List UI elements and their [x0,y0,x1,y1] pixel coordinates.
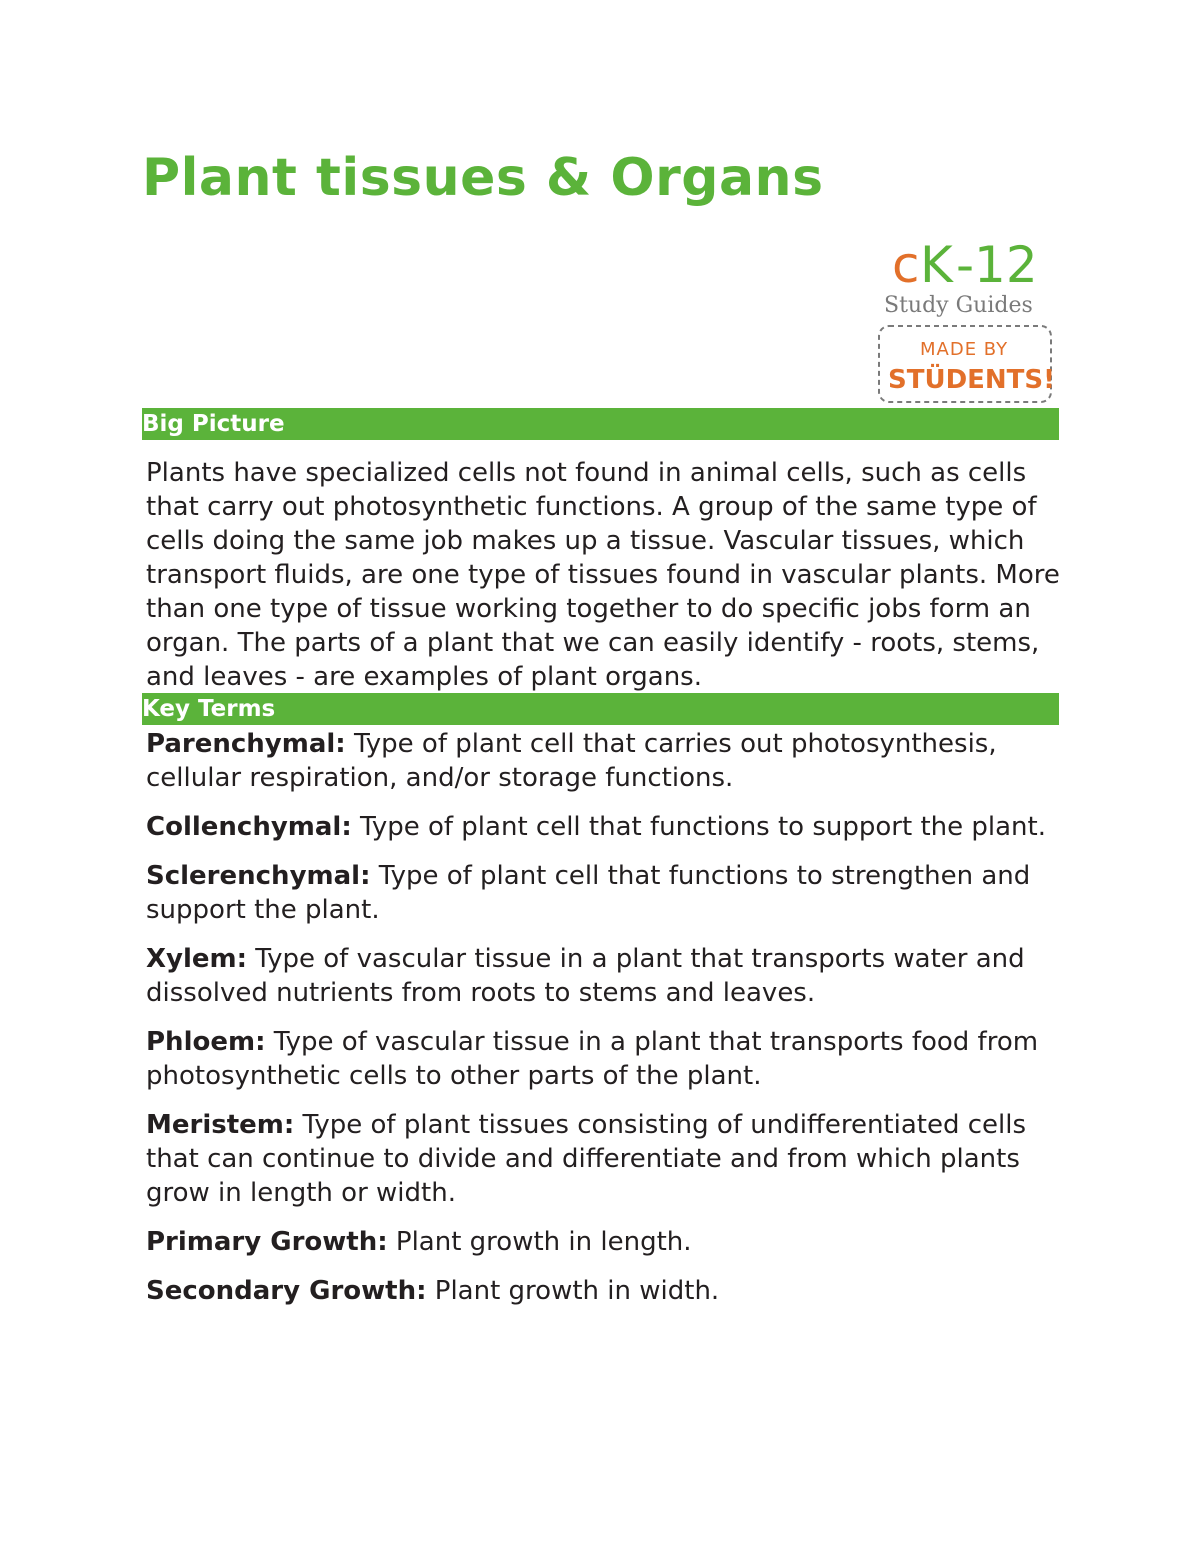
logo-brand-number: -12 [956,236,1038,294]
term-definition: Type of plant cell that functions to support the plant. [351,812,1046,842]
big-picture-heading: Big Picture [142,408,1059,440]
logo-brand-k: K [920,236,953,294]
key-term-sclerenchymal [146,859,1066,927]
logo-badge-line2: STÜDENTS! [888,365,1055,395]
term-name: Sclerenchymal: [146,861,371,891]
key-term-meristem [146,1108,1066,1210]
term-name: Collenchymal: [146,812,352,842]
big-picture-text: Plants have specialized cells not found in animal cells, such as cells that carry out photosynthetic functions. A group of the same type of cells doing the same job makes up a tissue. Vascular tissues, which transport fluids, are one type of tissues found in vascular plants. More than one type of tissue working together to do specific jobs form an organ. The parts of a plant that we can easily identify - roots, stems, and leaves - are examples of plant organs. [146,458,1060,692]
term-definition: Type of vascular tissue in a plant that transports water and dissolved nutrients from roots to stems and leaves. [146,944,1025,1008]
key-terms-list [146,727,1066,1323]
term-name: Primary Growth: [146,1227,388,1257]
key-term-primary-growth [146,1225,1066,1259]
term-definition: Type of vascular tissue in a plant that transports food from photosynthetic cells to other parts of the plant. [146,1027,1039,1091]
ck12-logo-graphic [876,228,1056,406]
ck12-logo [876,228,1056,406]
logo-brand-c: c [892,236,920,294]
term-name: Meristem: [146,1110,295,1140]
term-definition: Plant growth in length. [387,1227,692,1257]
key-terms-heading: Key Terms [142,693,1059,725]
term-definition: Type of plant cell that carries out photosynthesis, cellular respiration, and/or storage functions. [146,729,997,793]
term-name: Phloem: [146,1027,266,1057]
term-definition: Plant growth in width. [426,1276,720,1306]
term-name: Xylem: [146,944,248,974]
key-term-xylem [146,942,1066,1010]
term-definition: Type of plant tissues consisting of undifferentiated cells that can continue to divide and differentiate and from which plants grow in length or width. [146,1110,1027,1208]
key-term-phloem [146,1025,1066,1093]
logo-badge-line1: MADE BY [920,339,1009,360]
term-name: Secondary Growth: [146,1276,427,1306]
logo-tagline: Study Guides [884,293,1033,318]
page-title: Plant tissues & Organs [142,148,824,208]
term-definition: Type of plant cell that functions to strengthen and support the plant. [146,861,1031,925]
key-term-collenchymal [146,810,1066,844]
key-term-secondary-growth [146,1274,1066,1308]
term-name: Parenchymal: [146,729,346,759]
key-term-parenchymal [146,727,1066,795]
